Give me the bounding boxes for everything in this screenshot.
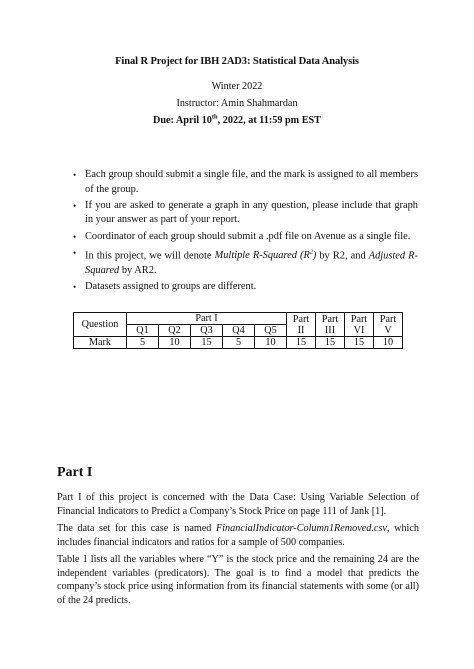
mr2-superscript: 2 [309,249,313,256]
rule-text-lead: In this project, we will denote [85,250,215,262]
subquestion-q4: Q4 [223,325,255,337]
rule-item [73,168,418,197]
due-date [0,115,474,126]
instructor-label: Instructor: Amin Shahmardan [176,98,298,109]
bullet-icon: • [73,170,77,180]
document-title: Final R Project for IBH 2AD3: Statistical Data Analysis [115,56,359,67]
part5-header-line1: Part [379,313,397,325]
part2-header [287,313,316,337]
due-suffix: , 2022, at 11:59 pm EST [217,115,321,126]
part2-header-line2: II [297,324,305,336]
subquestion-q3: Q3 [191,325,223,337]
part2-header-line1: Part [292,313,310,325]
subquestion-q5: Q5 [255,325,287,337]
marks-table [73,312,403,349]
part5-header-line2: V [384,324,392,336]
mark-row [74,337,403,349]
multiple-r-squared-term [215,250,317,261]
bullet-icon: • [73,247,77,258]
part5-header [374,313,403,337]
part1-variables-paragraph: Table 1 lists all the variables where “Y” is the stock price and the remaining 24 are the independent variables (predicators). The goal is to find a model that predicts the company’s stock price using information from its financial statements with some (or all) of the 24 predicts. [57,554,419,606]
part6-header-line2: VI [353,324,365,336]
part3-header-line2: III [324,324,336,336]
mr2-text: Multiple R-Squared (R [214,250,310,262]
mark-cell: 15 [345,337,374,349]
subquestion-q1: Q1 [127,325,159,337]
rule-text-mid: by R2, and [316,250,369,262]
part1-dataset-paragraph [57,522,419,549]
rule-item [73,230,418,245]
rule-item [73,246,418,279]
dataset-filename: FinancialIndicator-Column1Removed.csv [215,523,387,534]
term-label: Winter 2022 [211,81,263,92]
rule-text: Datasets assigned to groups are different. [85,281,257,292]
mark-cell: 10 [159,337,191,349]
mark-cell: 15 [316,337,345,349]
part6-header-line1: Part [350,313,368,325]
bullet-icon: • [73,231,77,242]
due-superscript: th [211,113,218,121]
mark-cell: 10 [374,337,403,349]
mark-cell: 5 [127,337,159,349]
mr2-close: ) [312,250,317,262]
subquestion-q2: Q2 [159,325,191,337]
question-header: Question [74,313,127,337]
rule-item [73,199,418,228]
mark-row-label: Mark [74,337,127,349]
rule-text: Each group should submit a single file, and the mark is assigned to all members of the group. [85,169,418,195]
mark-cell: 5 [223,337,255,349]
adjusted-r-squared-term: Adjusted R-Squared [85,250,418,276]
due-prefix: Due: April 10 [153,115,212,126]
part1-heading: Part I [57,465,93,480]
part3-header [316,313,345,337]
marks-header-row [74,313,403,325]
rule-text-tail: by AR2. [119,264,157,276]
submission-rules-list [73,168,418,296]
mark-cell: 10 [255,337,287,349]
part6-header [345,313,374,337]
mark-cell: 15 [191,337,223,349]
rule-text: Coordinator of each group should submit a .pdf file on Avenue as a single file. [85,230,411,242]
part1-paragraph: Part I of this project is concerned with the Data Case: Using Variable Selection of Financial Indicators to Predict a Company’s Stock Price on page 111 of Jank [1]. [57,492,419,517]
rule-text: If you are asked to generate a graph in any question, please include that graph in your answer as part of your report. [85,199,418,226]
rule-item [73,280,418,295]
part1-header: Part I [127,313,287,325]
dataset-tail: , which includes financial indicators and ratios for a sample of 500 companies. [57,523,419,548]
dataset-lead: The data set for this case is named [57,523,216,534]
part3-header-line1: Part [321,313,339,325]
mark-cell: 15 [287,337,316,349]
bullet-icon: • [73,282,77,292]
bullet-icon: • [73,200,77,211]
